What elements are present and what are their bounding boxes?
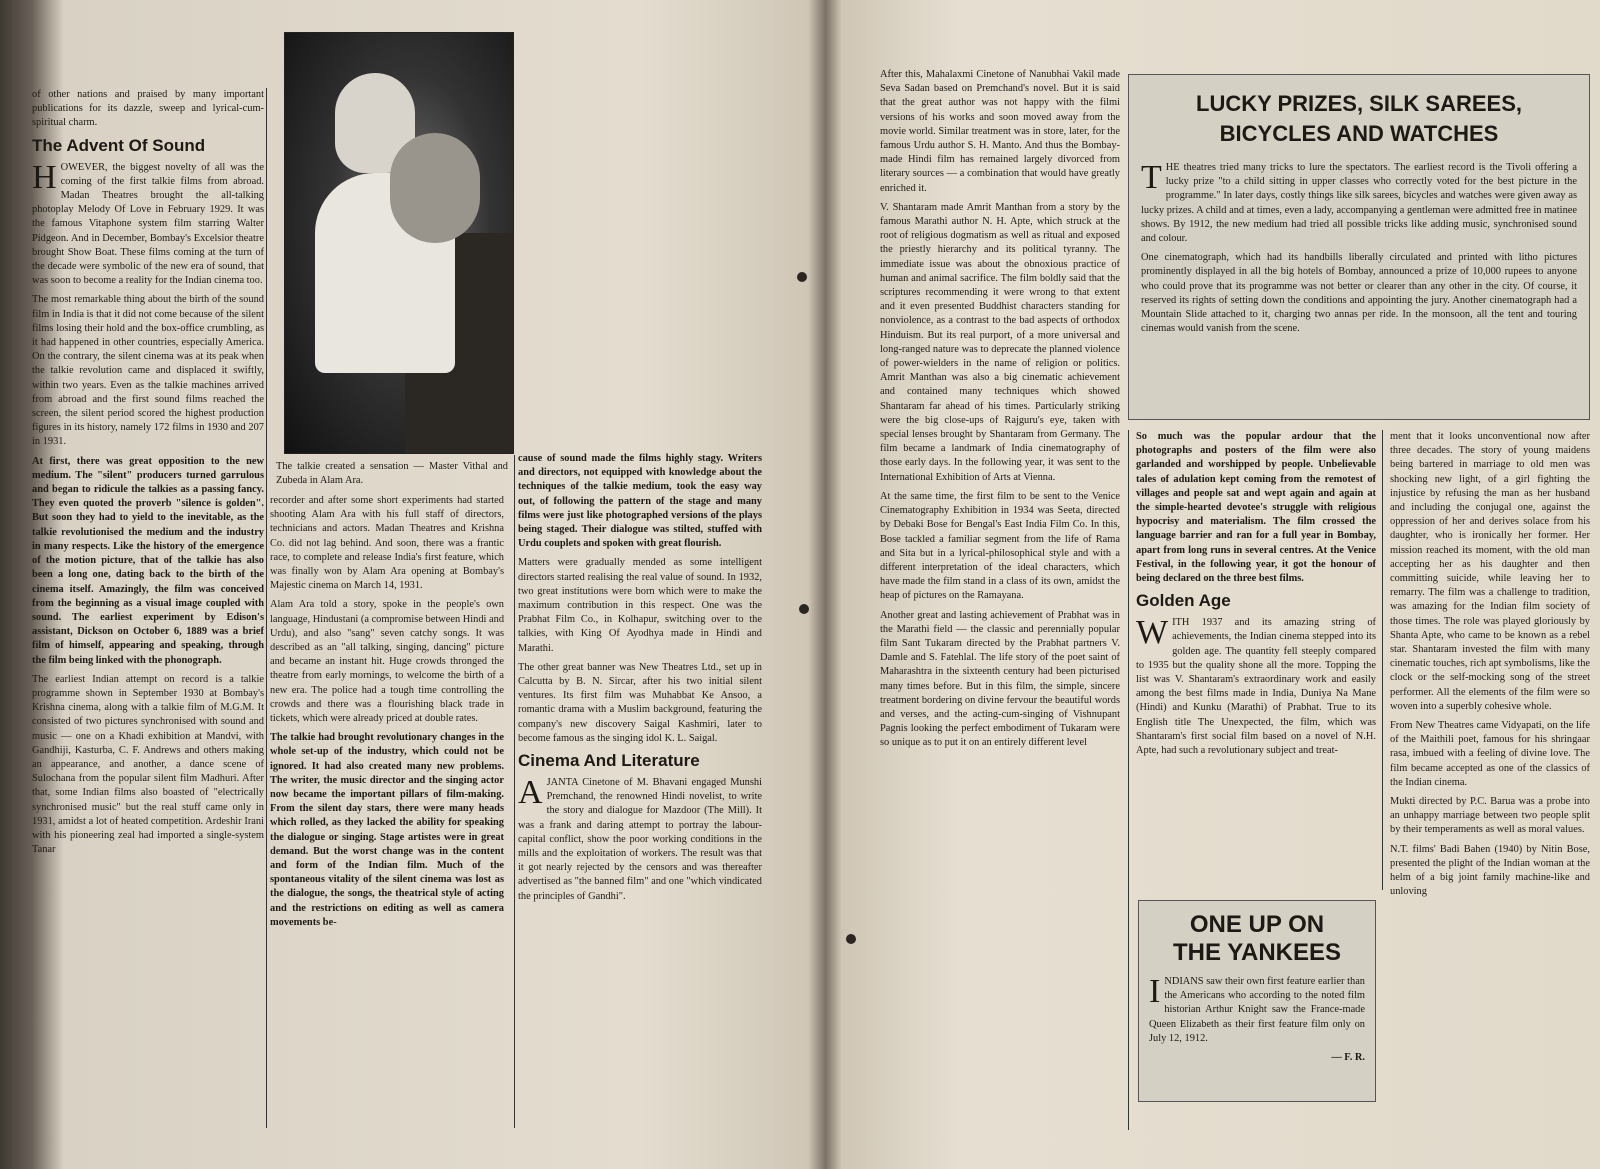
binding-hole [799,604,809,614]
paragraph: V. Shantaram made Amrit Manthan from a story by the famous Marathi author N. H. Apte, which struck at the root of religious dogmatism as well as ritual and exposed the priestly hierarchy and its political tyranny. The immediate issue was about the obnoxious practice of human and animal sacrifice. The film boldly said that the scriptures recommending it were wrong to that extent and it even presented Buddhist characters standing for nonviolence, as a contrast to the bad aspects of orthodox Hinduism. But its real purport, of a more universal and long-ranged nature was to deprecate the planned violence of power-wielders in the name of religion or politics. Amrit Manthan was also a big cinematic achievement and contained many techniques which showed Shantaram far ahead of his times. Particularly striking were the big close-ups of Rajguru's eye, taken with special lenses brought by Shantaram from Germany. The film became a landmark of India cinematography of those early days. In the following year, it was sent to the International Exhibition of Arts at Vienna. [880,201,1120,483]
sidebar-box-lucky-prizes [1128,74,1590,420]
photo-shape [390,133,480,243]
paragraph: At first, there was great opposition to the new medium. The "silent" producers turned garrulous and began to ridicule the talkies as a passing fancy. They even quoted the proverb "silence is golden". But soon they had to yield to the inevitable, as the talkie revolutionised the medium and the industry in many respects. Like the history of the emergence of the motion picture, that of the talkie has also been a long one, dating back to the birth of the cinema itself. Amazingly, the film was conceived from the beginning as a visual image coupled with sound. The earliest experiment by Edison's assistant, Dickson on October 6, 1889 was a brief film of himself, appearing and speaking, through the film being linked with the phonograph. [32,455,264,666]
right-column-2 [1136,430,1376,892]
column-divider [1128,430,1129,1130]
box-signature: — F. R. [1331,1052,1365,1064]
box-title: THE YANKEES [1172,939,1342,966]
paragraph [32,158,264,289]
paragraph: So much was the popular ardour that the photographs and posters of the film were also garlanded and worshipped by people. Unbelievable tales of adulation kept coming from the remotest of villages and people sat and wept again and again at the simple-hearted devotee's struggle with religious hypocrisy and materialism. The film crossed the language barrier and ran for a full year in Bombay, apart from long runs in several centres. At the Venice Festival, in the following year, it got the honour of being declared on the three best films. [1136,431,1376,585]
left-column-2 [270,494,504,1134]
drop-cap: H [32,158,57,196]
paragraph: Alam Ara told a story, spoke in the people's own language, Hindustani (a compromise between Hindi and Urdu), and also "sang" seven catchy songs. It was described as an "all talking, singing, dancing" picture and became an instant hit. Huge crowds thronged the theatre from early mornings, to welcome the birth of a new era. The police had a tough time controlling the crowds and there was a flourishing black trade in tickets, which were already priced at double rates. [270,599,504,725]
paragraph: cause of sound made the films highly stagy. Writers and directors, not equipped with knowledge about the techniques of the talkie medium, took the easy way out, of following the pattern of the stage and many films were just like photographed versions of the plays being staged. Their dialogue was stilted, stuffed with Urdu couplets and spoken with great flourish. [518,453,762,550]
paragraph-text: OWEVER, the biggest novelty of all was the coming of the first talkie films from abroad. Madan Theatres brought the all-talking photoplay Melody Of Love in February 1929. It was the famous Vitaphone system film starring Walter Pidgeon. And in December, Bombay's Excelsior theatre brought Show Boat. These films coming at the turn of the decade were symbolic of the new era of sound, that was soon to become a reality for the Indian cinema too. [32,161,264,287]
photo-caption: The talkie created a sensation — Master Vithal and Zubeda in Alam Ara. [276,461,508,486]
box-title: BICYCLES AND WATCHES [1219,121,1499,146]
paragraph: recorder and after some short experiments had started shooting Alam Ara with his full staff of directors, technicians and actors. Madan Theatres and Krishna Co. did not lag behind. And soon, there was a frantic race, to complete and release India's first feature, which was finally won by Alam Ara opening at Bombay's Majestic cinema on March 14, 1931. [270,495,504,592]
sidebar-box-one-up [1138,900,1376,1102]
box-body [1141,161,1577,411]
section-heading-cinema-and-literature: Cinema And Literature [518,751,700,771]
intro-text: of other nations and praised by many important publications for its dazzle, sweep and lyrical-cum-spiritual charm. [32,89,264,129]
drop-cap: I [1149,975,1161,1010]
paragraph: At the same time, the first film to be sent to the Venice Cinematography Exhibition in 1934 was Seeta, directed by Debaki Bose for Bengal's East India Film Co. In this, Bose tackled a familiar segment from the life of Rama and Sita but in a lyrical-philosophical style and with a different interpretation of the ideal characters, which have made the film stand in a class of its own, amidst the heap of pictures on the Ramayana. [880,490,1120,602]
drop-cap: T [1141,161,1162,196]
paragraph: Another great and lasting achievement of Prabhat was in the Marathi field — the classic and perennially popular film Sant Tukaram directed by the Prabhat partners V. Damle and S. Fatehlal. The life story of the poet saint of Maharashtra in the sixteenth century had been picturised many times before. But in this film, the simple, sincere treatment bordering on divine fervour the beautiful words and verses, and the acting-cum-singing of Vishnupant Pagnis looking the perfect embodiment of Tukaram were so unique as to put it on an entirely different level [880,609,1120,749]
column-divider [514,455,515,1128]
column-divider [266,88,267,1128]
left-column-1 [32,88,264,1148]
paragraph [1136,616,1376,758]
drop-cap: A [518,774,543,812]
paragraph: ment that it looks unconventional now after three decades. The story of young maidens being bartered in marriage to old men was shocking new light, of a girl fighting the injustice by refusing the man as her husband and including the conjugal one, against the oppression of her and derives solace from his daughter, who is ironically her former. Her mission reached its moment, with the old man accepting her as his daughter and then committing suicide, while leaving her to remarry. The film was a challenge to tradition, was amazing for the Indian film society of those times. The role was played gloriously by Shanta Apte, who came to be known as a rebel star. Shantaram invested the film with many cinematic touches, rich apt symbolisms, like the clock or the self-mocking song of the street performer. All the elements of the film were so woven into a superbly cohesive whole. [1390,431,1590,712]
drop-cap: W [1136,614,1169,652]
film-still-photo [284,32,514,454]
paragraph: Matters were gradually mended as some intelligent directors started realising the real value of sound. In 1932, two great institutions were born which were to make the maximum contribution in this respect. One was the Prabhat Film Co., in Kolhapur, switching over to the talkies, with King Of Ayodhya made in Hindi and Marathi. [518,557,762,654]
paragraph-text: JANTA Cinetone of M. Bhavani engaged Munshi Premchand, the renowned Hindi novelist, to write the story and dialogue for Mazdoor (The Mill). It was a frank and daring attempt to portray the labour-capital conflict, show the poor working conditions in the mills and the exploitation of workers. The result was that it got nearly rejected by the censors and was thereafter advertised as "the banned film" and one "which vindicated the principles of Gandhi". [518,777,762,902]
paragraph: From New Theatres came Vidyapati, on the life of the Maithili poet, famous for his shringaar rasa, imbued with a feeling of divine love. The film became accepted as one of the classics of the Indian cinema. [1390,720,1590,788]
box-body [1149,975,1365,1087]
paragraph: The other great banner was New Theatres Ltd., set up in Calcutta by B. N. Sircar, after his two initial silent ventures. Its first film was Muhabbat Ke Ansoo, a romantic drama with a Muslim background, featuring the company's new discovery Saigal Kashmiri, later to become famous as the singing idol K. L. Saigal. [518,661,762,744]
paragraph-text: HE theatres tried many tricks to lure the spectators. The earliest record is the Tivoli offering a lucky prize "to a child sitting in upper classes who correctly voted for the best picture in the programme." In later days, costly things like silk sarees, bicycles and watches were given away as lucky prizes. A child and at times, even a lady, accompanying a gentleman were admitted free in matinee shows. By 1912, the new medium had tried all possible tricks like adding music, synchronised sound and colour. [1141,162,1577,245]
paragraph: The most remarkable thing about the birth of the sound film in India is that it did not come because of the silent films losing their hold and the box-office crumbling, as it had happened in other countries, especially America. On the contrary, the silent cinema was at its peak when the talkie revolution came and displaced it swiftly, within two years. Even as the talkie machines arrived from abroad and the first sound films reached the screen, the silent period scored the highest production figures in its history, namely 172 films in 1930 and 207 in 1931. [32,294,264,448]
binding-hole [797,272,807,282]
box-title: LUCKY PRIZES, SILK SAREES, [1196,91,1522,116]
paragraph: The talkie had brought revolutionary changes in the whole set-up of the industry, which could not be ignored. It had also created many new problems. The writer, the music director and the singing actor now became the important pillars of film-making. From the silent day stars, there were many heads which rolled, as they lacked the ability for speaking the dialogue or singing. Stage artistes were in great demand. But the worst change was in the content and form of the Indian film. Much of the spontaneous vitality of the silent cinema was lost as the dialogue, the songs, the theatrical style of acting and the restrictions on editing as well as camera movements be- [270,732,504,928]
paragraph [1149,975,1365,1046]
paragraph [1141,161,1577,246]
section-heading-advent-of-sound: The Advent Of Sound [32,135,206,155]
paragraph: Mukti directed by P.C. Barua was a probe into an unhappy marriage between two people split by their temperaments as well as moral values. [1390,796,1590,836]
paragraph: One cinematograph, which had its handbills liberally circulated and printed with litho pictures prominently displayed in all the big hotels of Bombay, announced a prize of 10,000 rupees to anyone who could prove that its programme was not better or clearer than any other in the city. Of course, it reserved its rights of setting down the conditions and appointing the jury. Another cinematograph had a Mountain Slide attached to it, charging two annas per ride. In the monsoon, all the tent and touring cinemas would vanish from the scene. [1141,252,1577,335]
paragraph: N.T. films' Badi Bahen (1940) by Nitin Bose, presented the plight of the Indian woman at the helm of a big joint family machine-like and unloving [1390,843,1590,898]
right-column-1 [880,68,1120,1148]
section-heading-golden-age: Golden Age [1136,591,1231,611]
left-column-3 [518,452,762,1132]
column-divider [1382,430,1383,890]
paragraph [518,776,762,904]
paragraph-text: ITH 1937 and its amazing string of achievements, the Indian cinema stepped into its golden age. The quantity fell steeply compared to 1935 but the quality shone all the more. Topping the list was V. Shantaram's extraordinary work and easily among the best films made in India, Duniya Na Mane (Hindi) and Kunku (Marathi) of Prabhat. True to its English title The Unexpected, the film, which was Shantaram's first social film based on a novel of N.H. Apte, had such a revolutionary subject and treat- [1136,617,1376,757]
paragraph: After this, Mahalaxmi Cinetone of Nanubhai Vakil made Seva Sadan based on Premchand's novel. But it is said that the great author was not happy with the filmi versions of his works and soon moved away from the movie world. Similar treatment was in store, later, for the famous Urdu author S. H. Manto. And thus the Bombay-made Hindi film has remained largely divorced from literary sources — a combination that would have greatly enriched it. [880,69,1120,194]
paragraph: The earliest Indian attempt on record is a talkie programme shown in September 1930 at Bombay's Krishna cinema, along with a talkie film of M.G.M. It consisted of two pictures synchronised with sound and music — one on a Khadi exhibition at Mandvi, with Gandhiji, Kasturba, C. F. Andrews and others making an appearance, and another, a dance scene of Sulochana from the popular silent film Madhuri. After that, some Indian films also boasted of "electrically synchronised music" but the real stuff came only in 1931, amidst a lot of heated competition. Ardeshir Irani with his pioneering zeal had imported a single-system Tanar [32,673,264,856]
box-title: ONE UP ON [1189,911,1325,938]
paragraph-text: NDIANS saw their own first feature earlier than the Americans who according to the noted film historian Arthur Knight saw the France-made Queen Elizabeth as their first feature film only on July 12, 1912. [1149,976,1365,1044]
right-column-3 [1390,430,1590,1120]
binding-hole [846,934,856,944]
